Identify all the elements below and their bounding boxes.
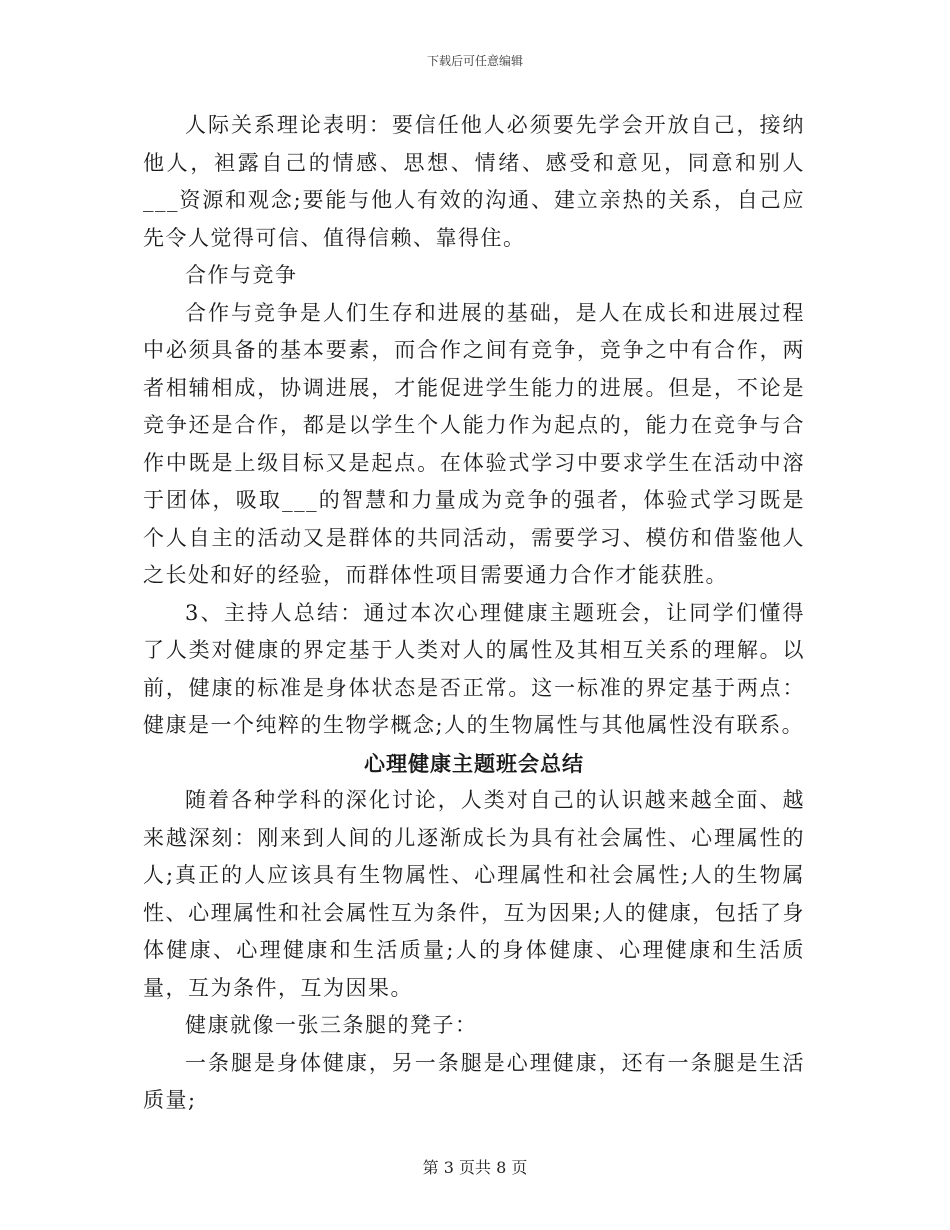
paragraph-host-summary: 3、主持人总结：通过本次心理健康主题班会，让同学们懂得了人类对健康的界定基于人类对人的属性及其相互关系的理解。以前，健康的标准是身体状态是否正常。这一标准的界定基于两点：健康是一个纯粹的生物学概念;人的生物属性与其他属性没有联系。 — [143, 600, 805, 737]
paragraph-interpersonal-theory: 人际关系理论表明：要信任他人必须要先学会开放自己，接纳他人，袒露自己的情感、思想、情绪、感受和意见，同意和别人___资源和观念;要能与他人有效的沟通、建立亲热的关系，自己应先令人觉得可信、值得信赖、靠得住。 — [143, 113, 805, 250]
paragraph-deepening-research: 随着各种学科的深化讨论，人类对自己的认识越来越全面、越来越深刻：刚来到人间的儿逐渐成长为具有社会属性、心理属性的人;真正的人应该具有生物属性、心理属性和社会属性;人的生物属性、心理属性和社会属性互为条件，互为因果;人的健康，包括了身体健康、心理健康和生活质量;人的身体健康、心理健康和生活质量，互为条件，互为因果。 — [143, 788, 805, 1000]
section-heading: 心理健康主题班会总结 — [364, 750, 584, 776]
page-header: 下载后可任意编辑 — [426, 54, 523, 68]
paragraph-cooperation-competition: 合作与竞争是人们生存和进展的基础，是人在成长和进展过程中必须具备的基本要素，而合作之间有竞争，竞争之中有合作，两者相辅相成，协调进展，才能促进学生能力的进展。但是，不论是竞争还是合作，都是以学生个人能力作为起点的，能力在竞争与合作中既是上级目标又是起点。在体验式学习中要求学生在活动中溶于团体，吸取___的智慧和力量成为竞争的强者，体验式学习既是个人自主的活动又是群体的共同活动，需要学习、模仿和借鉴他人之长处和好的经验，而群体性项目需要通力合作才能获胜。 — [143, 300, 805, 587]
page-number: 第 3 页共 8 页 — [422, 1158, 528, 1177]
paragraph-three-legs: 一条腿是身体健康，另一条腿是心理健康，还有一条腿是生活质量; — [143, 1050, 805, 1112]
document-body — [143, 107, 805, 1120]
paragraph-stool-metaphor: 健康就像一张三条腿的凳子： — [185, 1013, 478, 1037]
section-subtitle-cooperation: 合作与竞争 — [185, 263, 298, 287]
